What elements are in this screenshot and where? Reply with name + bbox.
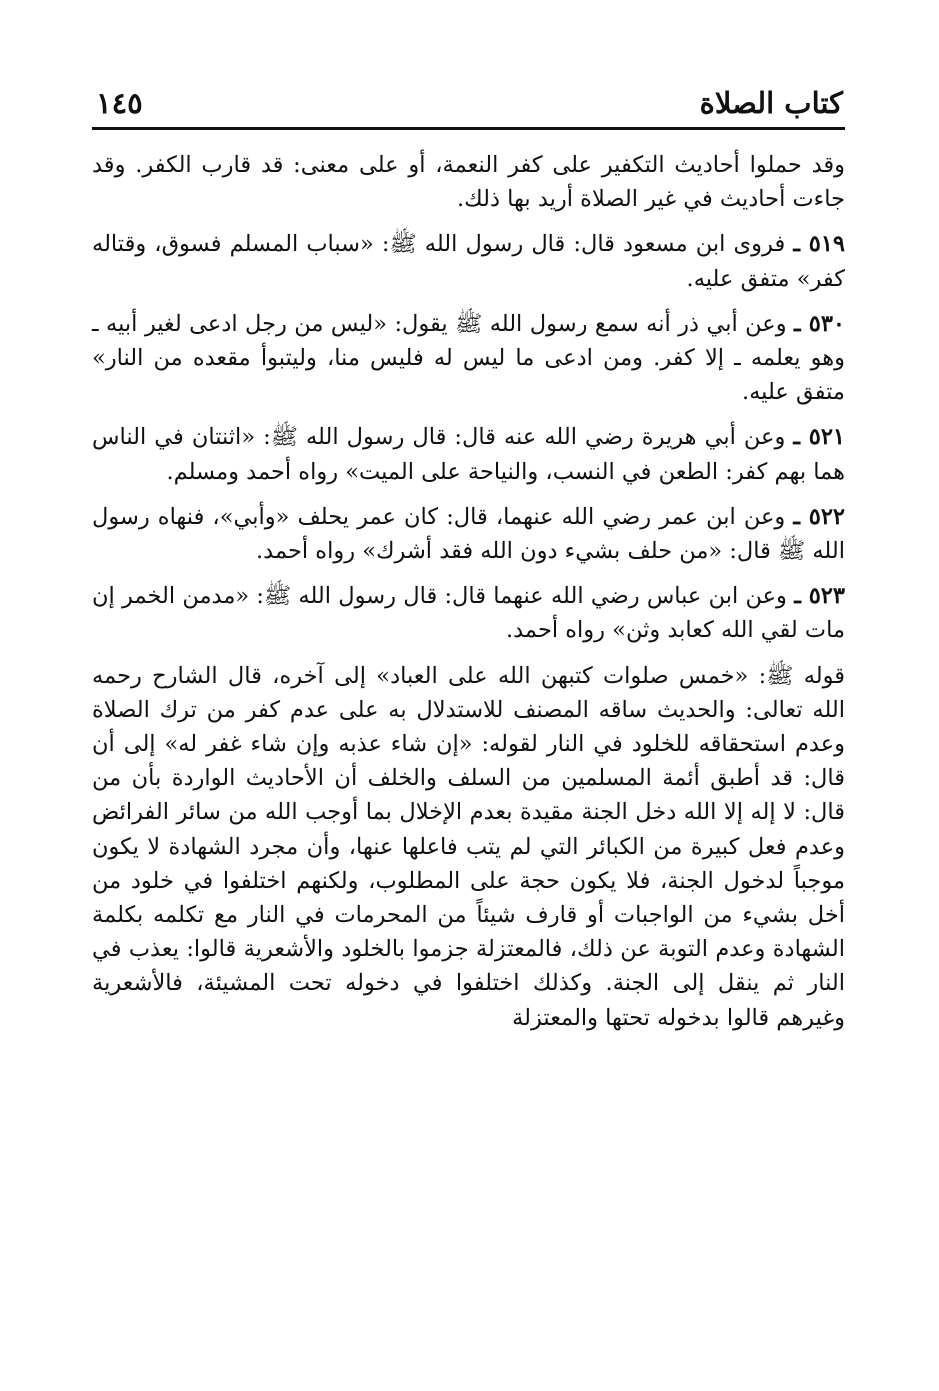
hadith-522 bbox=[92, 500, 845, 568]
hadith-number: ٥١٩ ـ bbox=[793, 231, 845, 258]
hadith-number: ٥٢٢ ـ bbox=[793, 503, 845, 530]
header-rule bbox=[92, 127, 845, 130]
hadith-text: فروى ابن مسعود قال: قال رسول الله ﷺ: «سباب المسلم فسوق، وقتاله كفر» متفق عليه. bbox=[92, 231, 845, 292]
commentary-paragraph bbox=[92, 659, 845, 1035]
hadith-number: ٥٣٠ ـ bbox=[794, 310, 845, 337]
hadith-text: وعن ابن عباس رضي الله عنهما قال: قال رسول الله ﷺ: «مدمن الخمر إن مات لقي الله كعابد وثن» رواه أحمد. bbox=[92, 583, 845, 644]
hadith-text: وعن أبي هريرة رضي الله عنه قال: قال رسول الله ﷺ: «اثنتان في الناس هما بهم كفر: الطعن في النسب، والنياحة على الميت» رواه أحمد ومسلم. bbox=[92, 424, 845, 485]
hadith-519 bbox=[92, 227, 845, 295]
hadith-text: وعن أبي ذر أنه سمع رسول الله ﷺ يقول: «ليس من رجل ادعى لغير أبيه ـ وهو يعلمه ـ إلا كفر. ومن ادعى ما ليس له فليس منا، وليتبوأ مقعده من النار» متفق عليه. bbox=[92, 310, 845, 406]
intro-paragraph bbox=[92, 148, 845, 216]
hadith-text: وعن ابن عمر رضي الله عنهما، قال: كان عمر يحلف «وأبي»، فنهاه رسول الله ﷺ قال: «من حلف بشيء دون الله فقد أشرك» رواه أحمد. bbox=[92, 503, 845, 565]
page-number: ١٤٥ bbox=[96, 86, 143, 120]
book-page bbox=[92, 78, 845, 1338]
hadith-523 bbox=[92, 579, 845, 647]
chapter-title: كتاب الصلاة bbox=[699, 86, 843, 120]
hadith-number: ٥٢١ ـ bbox=[793, 424, 845, 451]
intro-text: وقد حملوا أحاديث التكفير على كفر النعمة، أو على معنى: قد قارب الكفر. وقد جاءت أحاديث في غير الصلاة أريد بها ذلك. bbox=[92, 152, 845, 213]
hadith-521 bbox=[92, 420, 845, 488]
hadith-530 bbox=[92, 307, 845, 410]
page-content bbox=[92, 148, 845, 1035]
page-header bbox=[92, 78, 845, 130]
hadith-number: ٥٢٣ ـ bbox=[794, 583, 845, 610]
commentary-text: قوله ﷺ: «خمس صلوات كتبهن الله على العباد» إلى آخره، قال الشارح رحمه الله تعالى: والحديث ساقه المصنف للاستدلال به على عدم كفر من ترك الصلاة وعدم استحقاقه للخلود في النار لقوله: «إن شاء عذبه وإن شاء غفر له» إلى أن قال: قد أطبق أئمة المسلمين من السلف والخلف أن الأحاديث الواردة بأن من قال: لا إله إلا الله دخل الجنة مقيدة بعدم الإخلال بما أوجب الله من سائر الفرائض وعدم فعل كبيرة من الكبائر التي لم يتب فاعلها عنها، وأن مجرد الشهادة لا يكون موجباً لدخول الجنة، فلا يكون حجة على المطلوب، ولكنهم اختلفوا في خلود من أخل بشيء من الواجبات أو قارف شيئاً من المحرمات في النار مع تكلمه بكلمة الشهادة وعدم التوبة عن ذلك، فالمعتزلة جزموا بالخلود والأشعرية قالوا: يعذب في النار ثم ينقل إلى الجنة. وكذلك اختلفوا في دخوله تحت المشيئة، فالأشعرية وغيرهم قالوا بدخوله تحتها والمعتزلة bbox=[92, 662, 845, 1031]
